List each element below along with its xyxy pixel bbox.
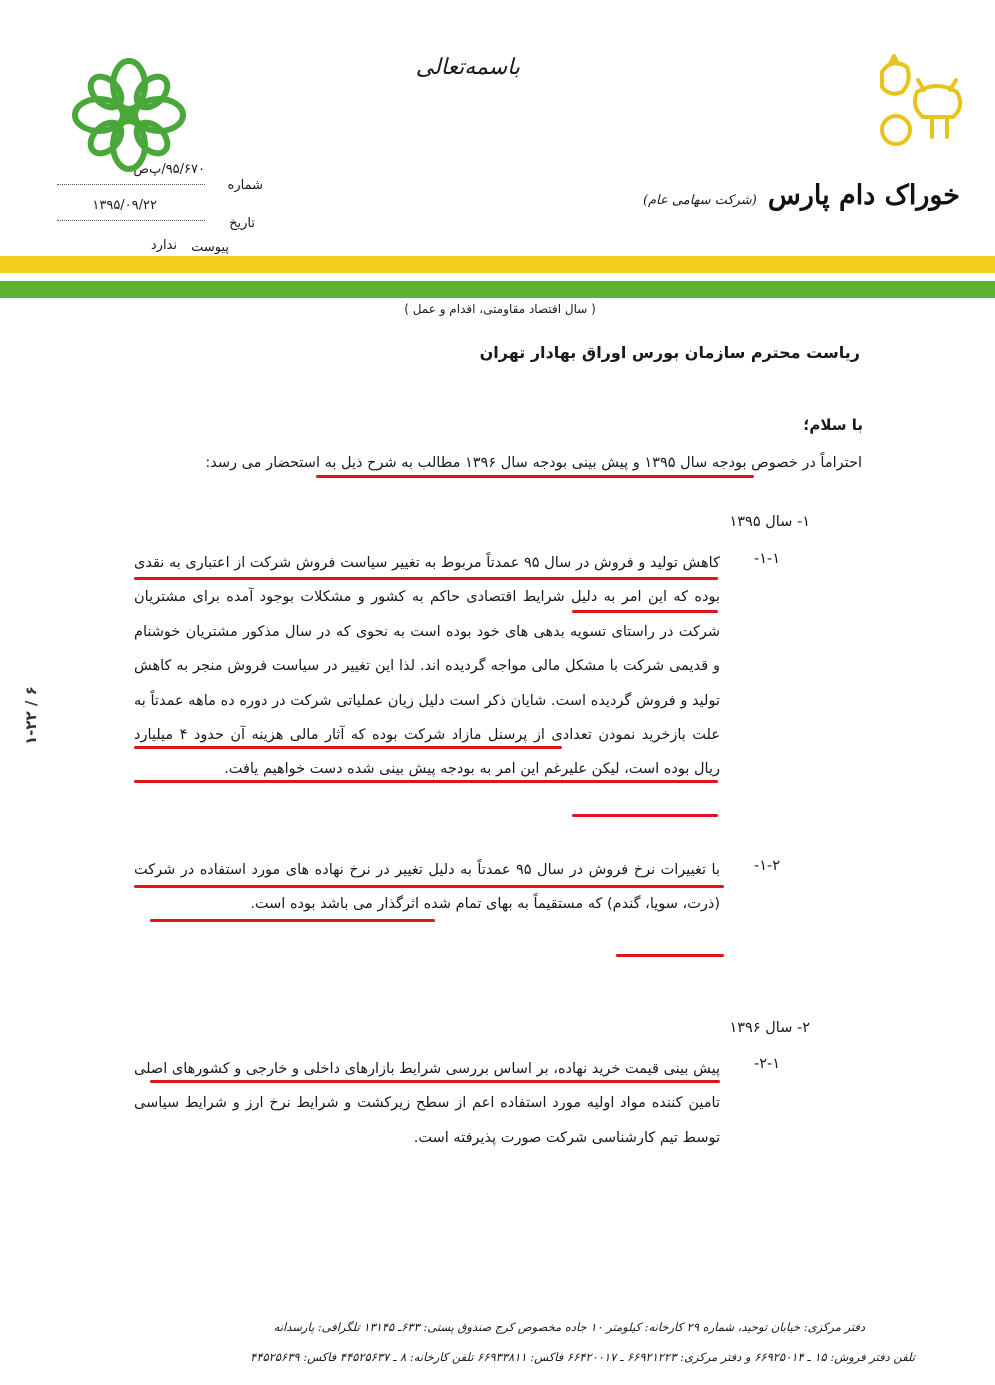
underline-item-1-1-line1 [134, 577, 718, 580]
item-1-1-number: ۱-۱- [753, 551, 780, 567]
underline-intro [316, 475, 754, 478]
number-dotted-line [57, 184, 205, 185]
left-emblem-logo [66, 55, 192, 175]
item-1-2-text: با تغییرات نرخ فروش در سال ۹۵ عمدتاً به دلیل تغییر در نرخ نهاده های مورد استفاده در شرکت (ذرت، سویا، گندم) که مستقیماً به بهای تمام شده اثرگذار می باشد بوده است. [134, 862, 720, 913]
addressee: ریاست محترم سازمان بورس اوراق بهادار تهران [479, 343, 860, 362]
greeting: با سلام؛ [803, 416, 863, 434]
section-2-number: ۲- [796, 1020, 810, 1036]
year-slogan: ( سال اقتصاد مقاومتی، اقدام و عمل ) [404, 302, 596, 316]
underline-item-2-1-line1 [150, 1080, 720, 1083]
letter-number-value: ۹۵/۶۷۰/پ‌ص [133, 162, 205, 177]
company-name-block [640, 180, 960, 211]
item-2-1-number: ۲-۱- [753, 1056, 780, 1072]
underline-item-1-2-line2 [150, 919, 435, 922]
letter-date-label: تاریخ [229, 216, 255, 231]
intro-paragraph: احتراماً در خصوص بودجه سال ۱۳۹۵ و پیش بینی بودجه سال ۱۳۹۶ مطالب به شرح ذیل به استحضار می رسد: [205, 455, 862, 471]
attachment-label: پیوست [191, 240, 229, 255]
item-2-1-text: پیش بینی قیمت خرید نهاده، بر اساس بررسی شرایط بازارهای داخلی و خارجی و کشورهای اصلی تامین کننده مواد اولیه مورد استفاده اعم از سطح زیرکشت و شرایط نرخ ارز و شرایط سیاسی توسط تیم کارشناسی شرکت صورت پذیرفته است. [134, 1061, 720, 1146]
section-1-heading [650, 514, 810, 530]
footer-address: دفتر مرکزی: خیابان توحید، شماره ۲۹ کارخانه: کیلومتر ۱۰ جاده مخصوص کرج صندوق پستی: ۶۳۳ـ ۱۳۱۴۵ تلگرافی: پارسدانه [273, 1320, 865, 1334]
underline-item-1-1-line7 [134, 780, 718, 783]
header-green-stripe [0, 281, 995, 298]
underline-item-1-1-line8 [572, 814, 718, 817]
item-1-2-number: ۱-۲- [753, 858, 780, 874]
basmala-heading: باسمه‌تعالی [415, 55, 520, 80]
header-yellow-stripe [0, 256, 995, 273]
underline-item-1-2-line1 [134, 885, 724, 888]
side-handwritten-note: ۱-۲۲ / ۶ [22, 686, 40, 745]
section-1-number: ۱- [796, 514, 810, 530]
date-dotted-line [57, 220, 205, 221]
company-type: (شرکت سهامی عام) [642, 193, 757, 208]
underline-item-1-2-line3 [616, 954, 724, 957]
letter-meta [55, 162, 263, 255]
section-2-heading [650, 1020, 810, 1036]
underline-item-1-1-line2 [572, 610, 718, 613]
section-1-title: سال ۱۳۹۵ [729, 514, 793, 530]
company-animals-logo [862, 52, 972, 152]
underline-item-1-1-line6 [134, 746, 562, 749]
section-2-title: سال ۱۳۹۶ [729, 1020, 793, 1036]
letter-date-value: ۱۳۹۵/۰۹/۲۲ [92, 198, 157, 213]
letter-number-label: شماره [227, 178, 263, 193]
footer-phones: تلفن دفتر فروش: ۱۵ ـ ۶۶۹۲۵۰۱۴ و دفتر مرکزی: ۶۶۹۲۱۲۲۳ ـ ۶۶۴۲۰۰۱۷ فاکس: ۶۶۹۳۳۸۱۱ تلفن کارخانه: ۸ ـ ۴۴۵۲۵۶۳۷ فاکس: ۴۴۵۲۵۶۳۹ [250, 1350, 915, 1364]
attachment-value: ندارد [150, 238, 177, 253]
company-name: خوراک دام پارس [767, 180, 960, 211]
item-1-1-text: کاهش تولید و فروش در سال ۹۵ عمدتاً مربوط به تغییر سیاست فروش شرکت از اعتباری به نقدی بوده که این امر به دلیل شرایط اقتصادی حاکم به کشور و مشکلات بوجود آمده برای مشتریان شرکت در راستای تسویه بدهی های خود بوده است به نحوی که در سال مذکور مشتریان خوشنام و قدیمی شرکت با مشکل مالی مواجه گردیده اند. لذا این تغییر در سیاست فروش منجر به کاهش تولید و فروش گردیده است. شایان ذکر است دلیل زیان عملیاتی شرکت در دوره ده ماهه عمدتاً به علت بازخرید نمودن تعدادی از پرسنل مازاد شرکت بوده که آثار مالی هزینه آن حدود ۴ میلیارد ریال بوده است، لیکن علیرغم این امر به بودجه پیش بینی شده دست خواهیم یافت. [134, 555, 720, 778]
